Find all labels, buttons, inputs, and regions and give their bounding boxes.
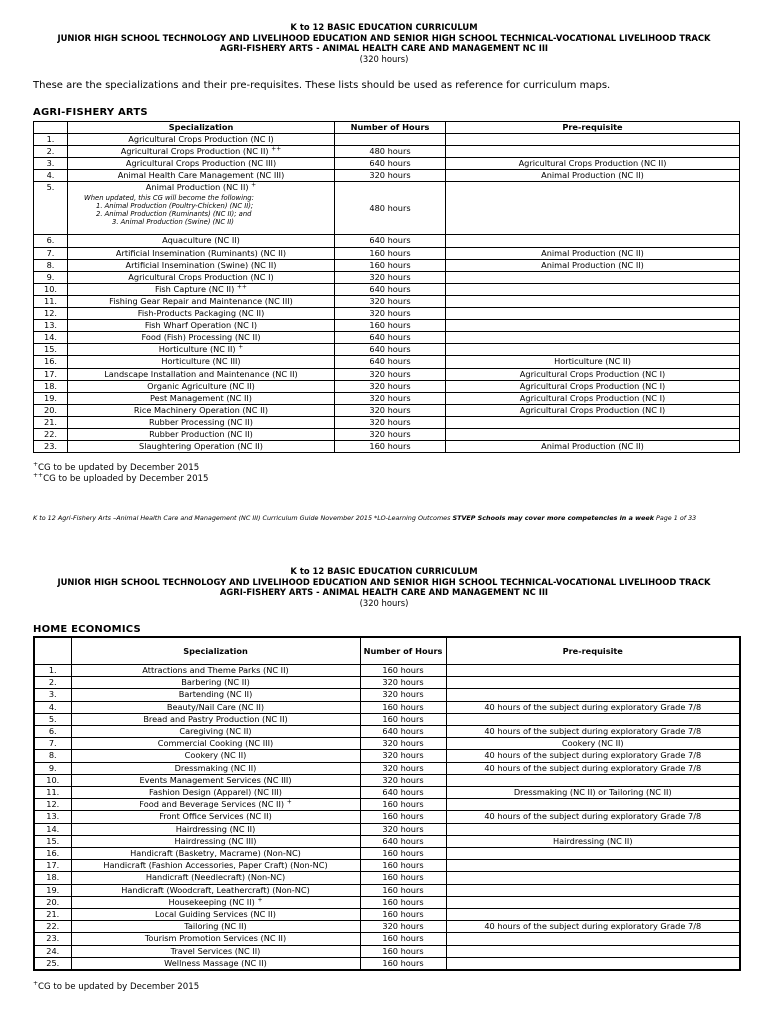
row-specialization [71, 848, 360, 860]
spec-text: Agricultural Crops Production (NC I) [128, 271, 274, 282]
row-prerequisite [446, 945, 740, 957]
row-hours: 320 hours [335, 271, 446, 283]
table-row [34, 835, 740, 847]
spec-text: Aquaculture (NC II) [162, 235, 240, 246]
header-line-1: K to 12 BASIC EDUCATION CURRICULUM [290, 566, 478, 576]
row-hours: 160 hours [360, 933, 446, 945]
row-number: 3. [34, 158, 68, 170]
row-number: 16. [34, 356, 68, 368]
table-body [34, 665, 740, 971]
table-row [34, 933, 740, 945]
row-number: 7. [34, 247, 68, 259]
table-row [34, 689, 740, 701]
table-row [34, 872, 740, 884]
row-hours: 640 hours [360, 787, 446, 799]
spec-sup: + [238, 343, 244, 351]
row5-item: 3. Animal Production (Swine) (NC II) [112, 217, 234, 226]
row-hours: 320 hours [335, 404, 446, 416]
row-prerequisite: Agricultural Crops Production (NC I) [446, 380, 740, 392]
row-specialization [71, 921, 360, 933]
table-row [34, 921, 740, 933]
row-specialization [71, 713, 360, 725]
header-hours: (320 hours) [359, 53, 409, 64]
row5-item: 2. Animal Production (Ruminants) (NC II); and [96, 209, 252, 218]
header-line-2: JUNIOR HIGH SCHOOL TECHNOLOGY AND LIVELIHOOD EDUCATION AND SENIOR HIGH SCHOOL TECHNICAL-VOCATIONAL LIVELIHOOD TRACK [57, 32, 711, 43]
spec-text: Fishing Gear Repair and Maintenance (NC III) [109, 295, 293, 306]
row-specialization [71, 726, 360, 738]
table-row [34, 750, 740, 762]
spec-text: Horticulture (NC II) [158, 344, 236, 355]
row-number: 20. [34, 404, 68, 416]
row-hours: 320 hours [335, 392, 446, 404]
row-hours: 160 hours [360, 811, 446, 823]
table-row [34, 909, 740, 921]
spec-text: Beauty/Nail Care (NC II) [166, 701, 265, 712]
spec-text: Handicraft (Woodcraft, Leathercraft) (Non-NC) [121, 884, 310, 895]
footnote-marker: + [33, 980, 39, 988]
row-prerequisite: Animal Production (NC II) [446, 441, 740, 453]
spec-text: Agricultural Crops Production (NC I) [128, 134, 274, 145]
row-hours: 320 hours [360, 774, 446, 786]
row-prerequisite [446, 689, 740, 701]
row-specialization [71, 823, 360, 835]
row-prerequisite [446, 860, 740, 872]
table-row [34, 774, 740, 786]
row-hours: 160 hours [360, 713, 446, 725]
row-prerequisite: 40 hours of the subject during exploratory Grade 7/8 [446, 921, 740, 933]
row-specialization [71, 860, 360, 872]
row-hours: 320 hours [335, 170, 446, 182]
row-hours: 320 hours [335, 368, 446, 380]
row-specialization [71, 738, 360, 750]
column-header-hours: Number of Hours [335, 122, 446, 134]
footnote-text: CG to be updated by December 2015 [38, 982, 200, 992]
table-row [34, 945, 740, 957]
row-hours: 320 hours [360, 689, 446, 701]
row-prerequisite: Horticulture (NC II) [446, 356, 740, 368]
spec-text: Agricultural Crops Production (NC III) [125, 158, 277, 169]
spec-text: Tourism Promotion Services (NC II) [144, 933, 287, 944]
header-line-3: AGRI-FISHERY ARTS - ANIMAL HEALTH CARE AND MANAGEMENT NC III [219, 43, 549, 53]
spec-text: Housekeeping (NC II) [168, 896, 255, 907]
row-hours: 640 hours [360, 835, 446, 847]
footer-page: Page 1 of 33 [653, 514, 697, 522]
row-prerequisite: Cookery (NC II) [446, 738, 740, 750]
header-line-3: AGRI-FISHERY ARTS - ANIMAL HEALTH CARE AND MANAGEMENT NC III [219, 587, 549, 597]
row-hours: 160 hours [335, 320, 446, 332]
row-hours: 640 hours [335, 283, 446, 295]
row-specialization [71, 762, 360, 774]
row-prerequisite: Agricultural Crops Production (NC I) [446, 404, 740, 416]
row-hours: 320 hours [360, 921, 446, 933]
row-hours: 160 hours [360, 848, 446, 860]
spec-text: Artificial Insemination (Ruminants) (NC II) [115, 247, 287, 258]
header-line-1: K to 12 BASIC EDUCATION CURRICULUM [290, 22, 478, 32]
section-title-agri-fishery: AGRI-FISHERY ARTS [33, 107, 148, 118]
row-number: 1. [34, 134, 68, 146]
row-number: 6. [34, 726, 71, 738]
footnote-text: CG to be uploaded by December 2015 [43, 473, 209, 484]
row-hours: 320 hours [360, 762, 446, 774]
row-hours: 160 hours [335, 441, 446, 453]
row-number: 13. [34, 320, 68, 332]
spec-text: Dressmaking (NC II) [174, 762, 257, 773]
row-prerequisite: Animal Production (NC II) [446, 259, 740, 271]
spec-text: Fish Capture (NC II) [155, 283, 235, 294]
row-hours: 160 hours [360, 957, 446, 970]
row-hours: 480 hours [335, 182, 446, 235]
spec-text: Handicraft (Needlecraft) (Non-NC) [145, 872, 286, 883]
spec-text: Food and Beverage Services (NC II) [139, 799, 285, 810]
spec-text: Caregiving (NC II) [179, 726, 252, 737]
row-hours: 320 hours [335, 308, 446, 320]
row-number: 23. [34, 933, 71, 945]
row-prerequisite [446, 884, 740, 896]
footnote-marker: ++ [33, 471, 44, 479]
row-number: 21. [34, 909, 71, 921]
spec-sup: ++ [271, 145, 282, 153]
row-hours: 640 hours [360, 726, 446, 738]
spec-text: Local Guiding Services (NC II) [155, 909, 276, 920]
row-hours: 480 hours [335, 146, 446, 158]
footer-text: K to 12 Agri-Fishery Arts –Animal Health Care and Management (NC III) Curriculum Guide November 2015 *LO-Learning Outcomes [33, 514, 453, 522]
row-hours: 160 hours [360, 896, 446, 908]
row-hours: 320 hours [335, 416, 446, 428]
footer-bold: STVEP Schools may cover more competencies in a week [452, 514, 654, 522]
table-row [34, 665, 740, 677]
home-economics-table [33, 636, 741, 971]
spec-text: Cookery (NC II) [184, 750, 247, 761]
spec-sup: + [251, 181, 257, 189]
spec-text: Landscape Installation and Maintenance (NC II) [104, 368, 298, 379]
spec-text: Travel Services (NC II) [170, 945, 261, 956]
row-number: 10. [34, 774, 71, 786]
spec-text: Barbering (NC II) [181, 677, 250, 688]
row-prerequisite: 40 hours of the subject during exploratory Grade 7/8 [446, 726, 740, 738]
spec-text: Organic Agriculture (NC II) [147, 380, 255, 391]
row-number: 9. [34, 271, 68, 283]
row-number: 17. [34, 860, 71, 872]
table-row [34, 823, 740, 835]
row-hours: 320 hours [360, 750, 446, 762]
row-specialization [71, 835, 360, 847]
row-prerequisite [446, 933, 740, 945]
table-row [34, 896, 740, 908]
row-number: 12. [34, 308, 68, 320]
spec-text: Fish-Products Packaging (NC II) [137, 308, 265, 319]
row-specialization [71, 957, 360, 970]
row-hours: 320 hours [335, 428, 446, 440]
table-row [34, 799, 740, 811]
row-number: 20. [34, 896, 71, 908]
row-number: 9. [34, 762, 71, 774]
table-row [34, 677, 740, 689]
table-row [34, 860, 740, 872]
table-row [34, 713, 740, 725]
row-number: 22. [34, 428, 68, 440]
row-prerequisite [446, 677, 740, 689]
spec-sup: + [286, 798, 292, 806]
row-prerequisite [446, 799, 740, 811]
row-number: 4. [34, 701, 71, 713]
row-prerequisite [446, 823, 740, 835]
row-specialization [71, 933, 360, 945]
row-number: 12. [34, 799, 71, 811]
table-row [34, 701, 740, 713]
row-number: 18. [34, 872, 71, 884]
row-number: 6. [34, 235, 68, 247]
spec-text: Bartending (NC II) [178, 689, 253, 700]
row-number: 2. [34, 146, 68, 158]
row-hours: 160 hours [360, 909, 446, 921]
row-prerequisite [446, 909, 740, 921]
row-number: 24. [34, 945, 71, 957]
row-number: 4. [34, 170, 68, 182]
row-prerequisite: Agricultural Crops Production (NC II) [446, 158, 740, 170]
row-prerequisite: 40 hours of the subject during exploratory Grade 7/8 [446, 701, 740, 713]
row-prerequisite [446, 665, 740, 677]
row-hours: 640 hours [335, 235, 446, 247]
row-prerequisite [446, 848, 740, 860]
intro-text: These are the specializations and their pre-requisites. These lists should be used as reference for curriculum maps. [33, 80, 611, 91]
row-number: 22. [34, 921, 71, 933]
row-hours: 160 hours [360, 860, 446, 872]
column-header-specialization: Specialization [68, 122, 335, 134]
row-prerequisite [446, 957, 740, 970]
row-prerequisite [446, 774, 740, 786]
spec-text: Handicraft (Basketry, Macrame) (Non-NC) [130, 848, 301, 859]
row-number: 3. [34, 689, 71, 701]
row-number: 25. [34, 957, 71, 970]
row-prerequisite: Animal Production (NC II) [446, 247, 740, 259]
row-prerequisite: Animal Production (NC II) [446, 170, 740, 182]
row-number: 1. [34, 665, 71, 677]
header-hours: (320 hours) [359, 597, 409, 608]
footnotes [33, 982, 199, 993]
row-number: 19. [34, 884, 71, 896]
row-hours: 160 hours [360, 945, 446, 957]
row-prerequisite: Agricultural Crops Production (NC I) [446, 368, 740, 380]
row-hours: 640 hours [335, 356, 446, 368]
row-number: 13. [34, 811, 71, 823]
row-specialization [71, 701, 360, 713]
row-hours: 160 hours [360, 701, 446, 713]
spec-text: Bread and Pastry Production (NC II) [143, 713, 288, 724]
row-prerequisite: Agricultural Crops Production (NC I) [446, 392, 740, 404]
row-specialization [71, 677, 360, 689]
row-number: 10. [34, 283, 68, 295]
spec-text: Rubber Production (NC II) [149, 428, 253, 439]
row-specialization [71, 909, 360, 921]
row5-note: When updated, this CG will become the following: [84, 193, 254, 202]
page-2-header [0, 566, 768, 608]
column-header-prerequisite: Pre-requisite [446, 637, 740, 665]
spec-sup: + [257, 896, 263, 904]
row-number: 5. [34, 713, 71, 725]
row-hours: 640 hours [335, 344, 446, 356]
spec-text: Wellness Massage (NC II) [164, 957, 267, 968]
spec-text: Rice Machinery Operation (NC II) [133, 404, 269, 415]
table-row [34, 726, 740, 738]
row-specialization [71, 945, 360, 957]
row-hours: 320 hours [360, 823, 446, 835]
row-number: 15. [34, 344, 68, 356]
row-hours: 320 hours [360, 738, 446, 750]
row-prerequisite [446, 713, 740, 725]
row-number: 2. [34, 677, 71, 689]
row-hours: 640 hours [335, 332, 446, 344]
row5-item: 1. Animal Production (Poultry-Chicken) (NC II); [96, 201, 254, 210]
row-number: 11. [34, 787, 71, 799]
row-specialization [71, 872, 360, 884]
row-number: 7. [34, 738, 71, 750]
spec-text: Hairdressing (NC II) [175, 823, 256, 834]
section-title-home-economics: HOME ECONOMICS [33, 624, 141, 635]
row-number: 14. [34, 332, 68, 344]
spec-text: Attractions and Theme Parks (NC II) [142, 665, 289, 675]
footnote [33, 982, 199, 993]
table-row [34, 738, 740, 750]
row-prerequisite: 40 hours of the subject during exploratory Grade 7/8 [446, 762, 740, 774]
row-hours: 320 hours [335, 295, 446, 307]
row-specialization [71, 689, 360, 701]
table-row [34, 957, 740, 970]
header-cell-number [34, 637, 71, 665]
spec-text: Animal Health Care Management (NC III) [117, 170, 285, 181]
row-prerequisite: 40 hours of the subject during exploratory Grade 7/8 [446, 750, 740, 762]
table-header-row [34, 637, 740, 665]
column-header-hours: Number of Hours [360, 637, 446, 665]
spec-sup: ++ [236, 283, 247, 291]
row-hours: 160 hours [335, 247, 446, 259]
footnote-text: CG to be updated by December 2015 [38, 463, 200, 473]
spec-text: Handicraft (Fashion Accessories, Paper Craft) (Non-NC) [103, 860, 328, 871]
row-number: 8. [34, 750, 71, 762]
row-number: 8. [34, 259, 68, 271]
table-row [34, 884, 740, 896]
row-hours: 320 hours [335, 380, 446, 392]
row-number: 17. [34, 368, 68, 380]
row-prerequisite: 40 hours of the subject during exploratory Grade 7/8 [446, 811, 740, 823]
row-number: 23. [34, 441, 68, 453]
row-number: 11. [34, 295, 68, 307]
row-specialization [71, 884, 360, 896]
row-prerequisite: Dressmaking (NC II) or Tailoring (NC II) [446, 787, 740, 799]
row-hours: 160 hours [335, 259, 446, 271]
table-row [34, 787, 740, 799]
row-hours: 160 hours [360, 884, 446, 896]
table-row [34, 762, 740, 774]
row-hours: 160 hours [360, 872, 446, 884]
row-specialization [71, 750, 360, 762]
row-hours: 160 hours [360, 799, 446, 811]
spec-text: Fashion Design (Apparel) (NC III) [149, 787, 282, 798]
footnote-marker: + [33, 461, 39, 469]
column-header-specialization: Specialization [71, 637, 360, 665]
spec-text: Horticulture (NC III) [161, 356, 241, 367]
row-prerequisite [446, 872, 740, 884]
row-number: 14. [34, 823, 71, 835]
spec-text: Slaughtering Operation (NC II) [139, 441, 263, 452]
row-hours: 640 hours [335, 158, 446, 170]
row-hours: 320 hours [360, 677, 446, 689]
row-number: 15. [34, 835, 71, 847]
spec-text: Rubber Processing (NC II) [149, 416, 253, 427]
row-number: 19. [34, 392, 68, 404]
spec-text: Pest Management (NC II) [150, 392, 252, 403]
column-header-prerequisite: Pre-requisite [446, 122, 740, 134]
row-number: 16. [34, 848, 71, 860]
row-specialization [71, 787, 360, 799]
row-hours: 160 hours [360, 665, 446, 677]
row-specialization [71, 811, 360, 823]
row-specialization [71, 774, 360, 786]
table-row [34, 848, 740, 860]
spec-text: Tailoring (NC II) [184, 921, 247, 932]
row-specialization [71, 799, 360, 811]
header-line-2: JUNIOR HIGH SCHOOL TECHNOLOGY AND LIVELIHOOD EDUCATION AND SENIOR HIGH SCHOOL TECHNICAL-VOCATIONAL LIVELIHOOD TRACK [57, 576, 711, 587]
row-prerequisite [446, 896, 740, 908]
spec-text: Events Management Services (NC III) [139, 774, 292, 785]
spec-text: Agricultural Crops Production (NC II) [120, 146, 269, 157]
table-row [34, 811, 740, 823]
spec-text: Fish Wharf Operation (NC I) [144, 320, 258, 331]
spec-text: Artificial Insemination (Swine) (NC II) [125, 259, 277, 270]
row-specialization [71, 665, 360, 677]
spec-text: Animal Production (NC II) [145, 182, 249, 193]
row-prerequisite: Hairdressing (NC II) [446, 835, 740, 847]
spec-text: Commercial Cooking (NC III) [157, 738, 274, 749]
spec-text: Hairdressing (NC III) [174, 835, 257, 846]
spec-text: Food (Fish) Processing (NC II) [141, 332, 261, 343]
row-number: 5. [34, 182, 68, 235]
spec-text: Front Office Services (NC II) [159, 811, 272, 822]
row-number: 21. [34, 416, 68, 428]
row-number: 18. [34, 380, 68, 392]
row-specialization [71, 896, 360, 908]
